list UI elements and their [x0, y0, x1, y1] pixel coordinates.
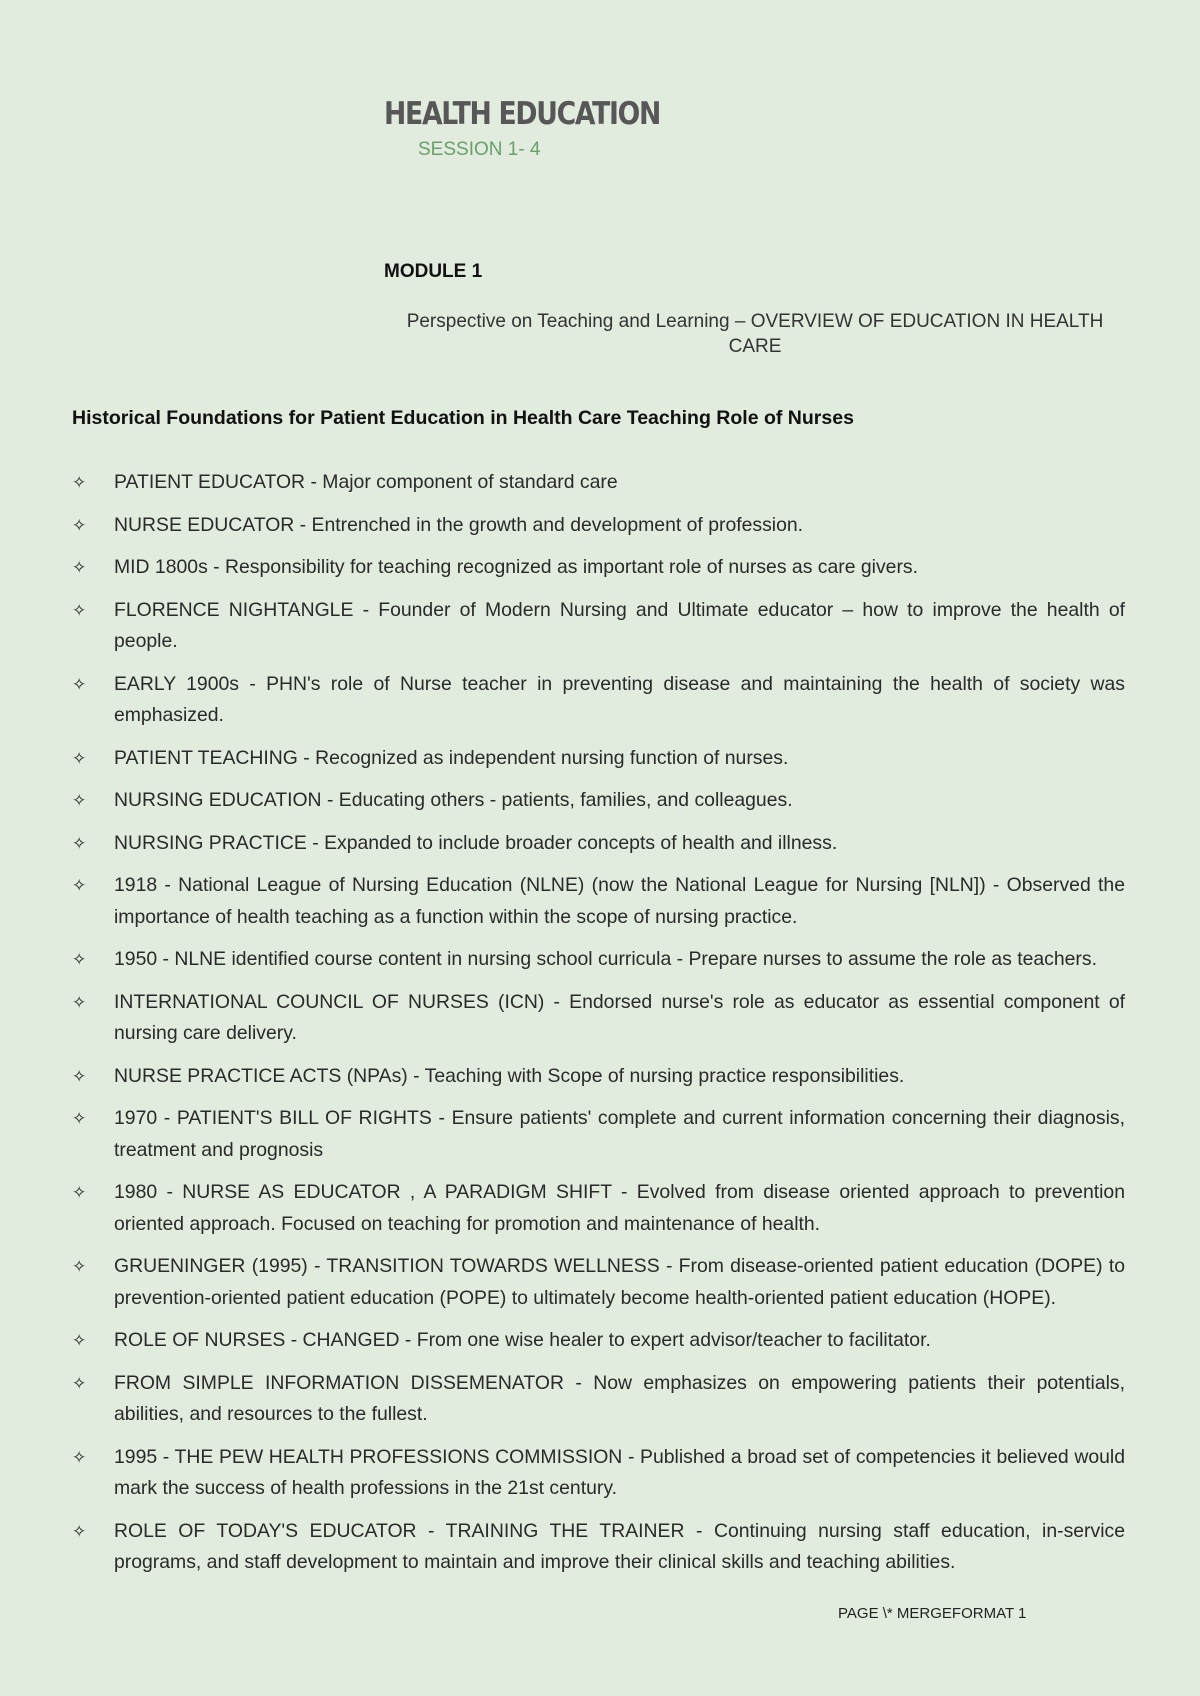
list-item — [0, 785, 1200, 817]
four-pointed-star-icon: ✧ — [72, 748, 87, 768]
list-item — [0, 1177, 1200, 1240]
list-item — [0, 669, 1200, 732]
four-pointed-star-icon: ✧ — [72, 791, 87, 810]
list-item-text: PATIENT EDUCATOR - Major component of standard care — [114, 471, 618, 493]
list-item — [0, 1103, 1200, 1166]
list-item — [0, 944, 1200, 976]
four-pointed-star-icon: ✧ — [72, 950, 87, 969]
four-pointed-star-icon: ✧ — [72, 1183, 87, 1202]
list-item-text: MID 1800s - Responsibility for teaching recognized as important role of nurses as care givers. — [114, 556, 919, 578]
four-pointed-star-icon: ✧ — [72, 674, 87, 694]
list-item — [0, 743, 1200, 775]
four-pointed-star-icon: ✧ — [72, 876, 87, 895]
four-pointed-star-icon: ✧ — [72, 473, 87, 492]
four-pointed-star-icon: ✧ — [72, 515, 87, 535]
list-item-text: 1970 - PATIENT'S BILL OF RIGHTS - Ensure patients' complete and current information concerning their diagnosis, treatment and prognosis — [114, 1107, 1125, 1161]
list-item — [0, 1325, 1200, 1357]
list-item-text: NURSING EDUCATION - Educating others - patients, families, and colleagues. — [114, 789, 793, 811]
list-item-text: PATIENT TEACHING - Recognized as independent nursing function of nurses. — [114, 746, 789, 769]
module-description: Perspective on Teaching and Learning – OVERVIEW OF EDUCATION IN HEALTH CARE — [406, 311, 1104, 357]
list-item — [0, 1442, 1200, 1505]
list-item-text: EARLY 1900s - PHN's role of Nurse teacher in preventing disease and maintaining the health of society was emphasized. — [114, 672, 1125, 726]
four-pointed-star-icon: ✧ — [72, 1447, 87, 1467]
list-item-text: 1995 - THE PEW HEALTH PROFESSIONS COMMISSION - Published a broad set of competencies it believed would mark the success of health professions in the 21st century. — [114, 1445, 1125, 1499]
list-item — [0, 595, 1200, 658]
module-label: MODULE 1 — [384, 261, 483, 282]
four-pointed-star-icon: ✧ — [72, 558, 87, 577]
list-item — [0, 828, 1200, 860]
four-pointed-star-icon: ✧ — [72, 992, 87, 1012]
list-item — [0, 1516, 1200, 1579]
list-item — [0, 987, 1200, 1050]
list-item-text: FROM SIMPLE INFORMATION DISSEMENATOR - Now emphasizes on empowering patients their potentials, abilities, and resources to the fullest. — [114, 1371, 1125, 1425]
list-item — [0, 1368, 1200, 1431]
list-item — [0, 467, 1200, 499]
list-item-text: NURSING PRACTICE - Expanded to include broader concepts of health and illness. — [114, 831, 838, 854]
list-item — [0, 510, 1200, 542]
list-item — [0, 1251, 1200, 1314]
four-pointed-star-icon: ✧ — [72, 1331, 87, 1350]
list-item-text: 1980 - NURSE AS EDUCATOR , A PARADIGM SHIFT - Evolved from disease oriented approach to prevention oriented approach. Focused on teaching for promotion and maintenance of health. — [114, 1181, 1125, 1235]
session-subtitle: SESSION 1- 4 — [418, 139, 541, 160]
list-item — [0, 870, 1200, 933]
four-pointed-star-icon: ✧ — [72, 1257, 87, 1276]
list-item-text: NURSE PRACTICE ACTS (NPAs) - Teaching with Scope of nursing practice responsibilities. — [114, 1064, 905, 1087]
list-item — [0, 552, 1200, 584]
four-pointed-star-icon: ✧ — [72, 833, 87, 853]
list-item-text: GRUENINGER (1995) - TRANSITION TOWARDS WELLNESS - From disease-oriented patient education (DOPE) to prevention-oriented patient education (POPE) to ultimately become health-oriented patient education (HOPE). — [114, 1255, 1125, 1309]
list-item-text: ROLE OF TODAY'S EDUCATOR - TRAINING THE TRAINER - Continuing nursing staff education, in-service programs, and staff development to maintain and improve their clinical skills and teaching abilities. — [114, 1519, 1125, 1573]
list-item-text: INTERNATIONAL COUNCIL OF NURSES (ICN) - Endorsed nurse's role as educator as essential component of nursing care delivery. — [114, 990, 1125, 1044]
four-pointed-star-icon: ✧ — [72, 1521, 87, 1541]
four-pointed-star-icon: ✧ — [72, 1066, 87, 1086]
four-pointed-star-icon: ✧ — [72, 1373, 87, 1393]
list-item — [0, 1061, 1200, 1093]
list-item-text: FLORENCE NIGHTANGLE - Founder of Modern Nursing and Ultimate educator – how to improve the health of people. — [114, 598, 1125, 652]
page-footer: PAGE \* MERGEFORMAT 1 — [838, 1605, 1027, 1622]
section-heading: Historical Foundations for Patient Education in Health Care Teaching Role of Nurses — [72, 407, 854, 429]
document-title: HEALTH EDUCATION — [384, 96, 661, 132]
bullet-list — [0, 467, 1200, 1590]
four-pointed-star-icon: ✧ — [72, 600, 87, 620]
list-item-text: 1918 - National League of Nursing Education (NLNE) (now the National League for Nursing [NLN]) - Observed the importance of health teaching as a function within the scope of nursing practice. — [114, 874, 1125, 928]
four-pointed-star-icon: ✧ — [72, 1109, 87, 1128]
list-item-text: 1950 - NLNE identified course content in nursing school curricula - Prepare nurses to assume the role as teachers. — [114, 948, 1097, 970]
list-item-text: NURSE EDUCATOR - Entrenched in the growth and development of profession. — [114, 513, 804, 536]
list-item-text: ROLE OF NURSES - CHANGED - From one wise healer to expert advisor/teacher to facilitator. — [114, 1329, 931, 1351]
